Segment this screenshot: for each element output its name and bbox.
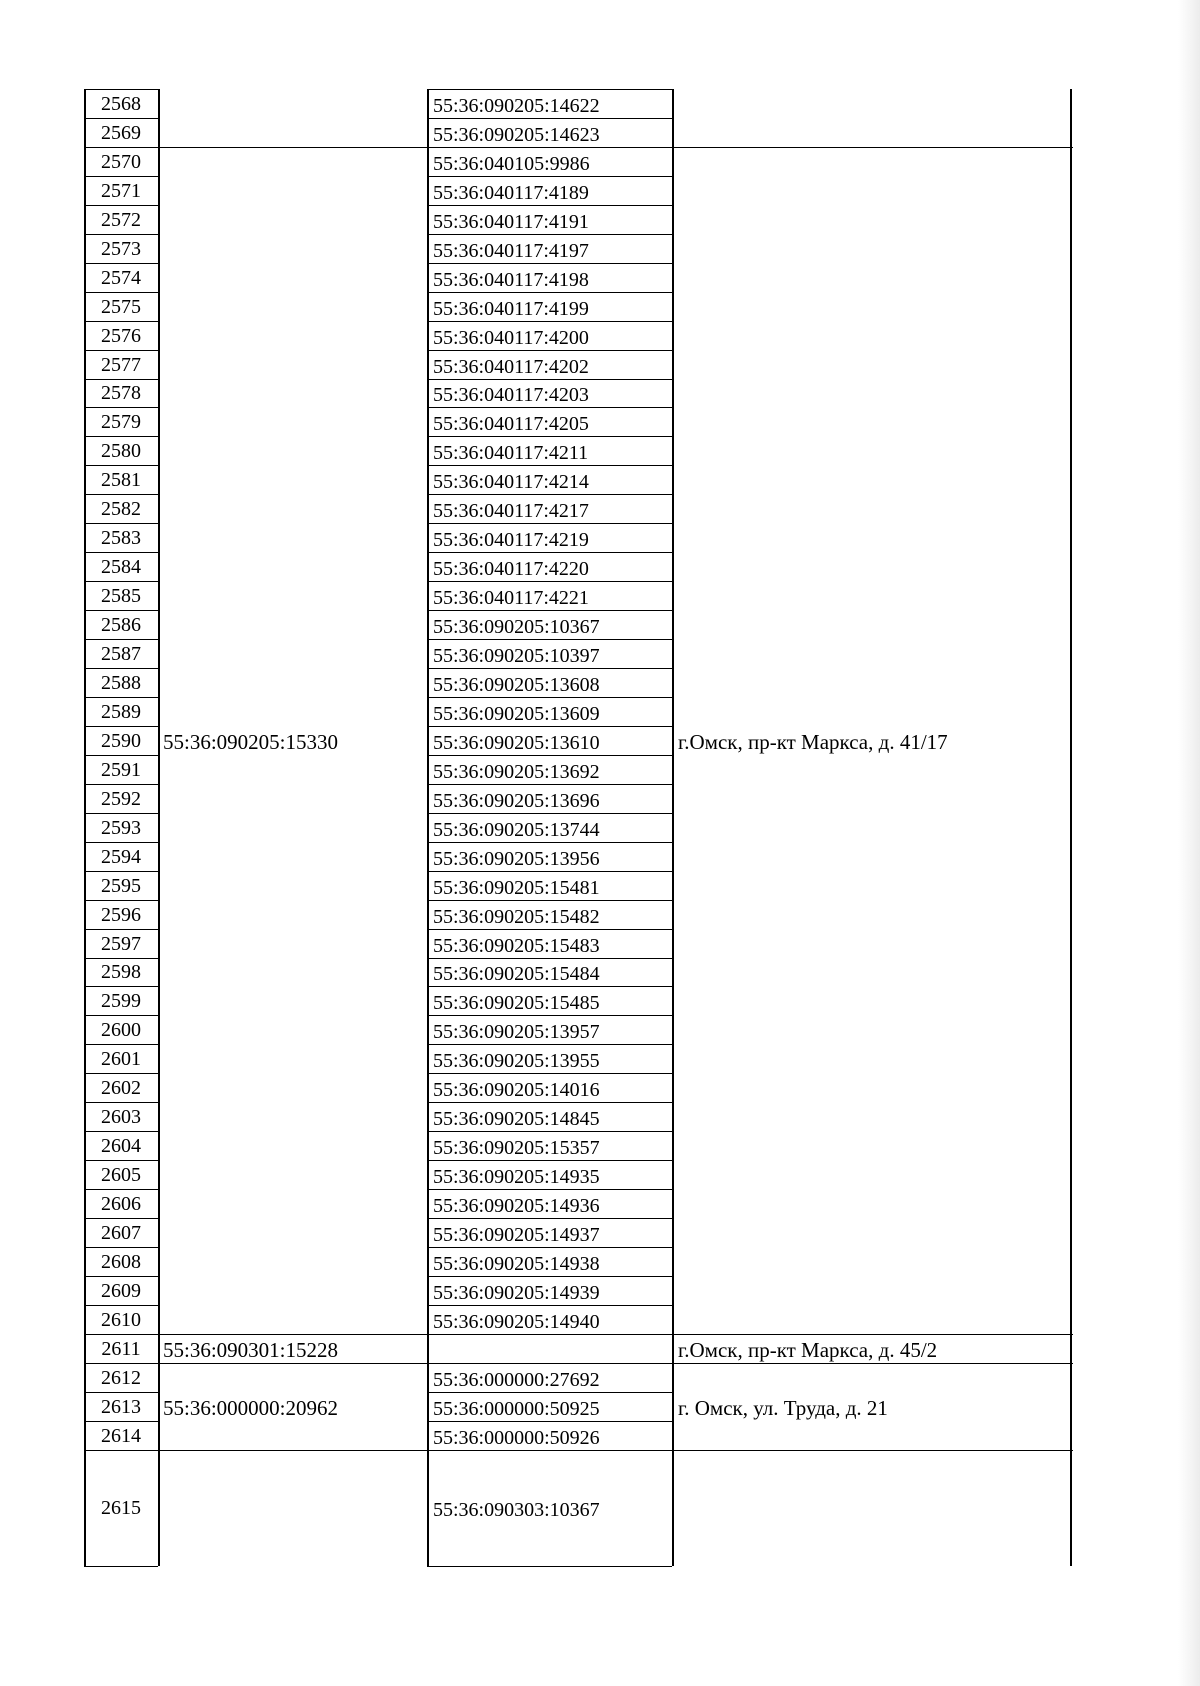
row-number: 2581	[101, 469, 141, 491]
row-number: 2613	[101, 1396, 141, 1418]
cadastral-number: 55:36:090205:13956	[433, 848, 600, 870]
group-separator	[672, 1450, 1073, 1451]
table-border-col3	[672, 89, 674, 1566]
number-row-line	[84, 1247, 158, 1248]
cadastral-row-line	[427, 842, 672, 843]
cadastral-number: 55:36:040117:4191	[433, 211, 589, 233]
building-address: г.Омск, пр-кт Маркса, д. 45/2	[678, 1338, 938, 1362]
cadastral-row-line	[427, 929, 672, 930]
row-number: 2589	[101, 701, 141, 723]
cadastral-row-line	[427, 1566, 672, 1567]
cadastral-row-line	[427, 205, 672, 206]
group-separator	[158, 1334, 427, 1335]
cadastral-number: 55:36:090205:14622	[433, 95, 600, 117]
row-number: 2601	[101, 1048, 141, 1070]
cadastral-number: 55:36:090205:15482	[433, 906, 600, 928]
row-number: 2602	[101, 1077, 141, 1099]
row-number: 2585	[101, 585, 141, 607]
number-row-line	[84, 1566, 158, 1567]
cadastral-row-line	[427, 552, 672, 553]
row-number: 2576	[101, 325, 141, 347]
building-address: г. Омск, ул. Труда, д. 21	[678, 1396, 888, 1420]
number-row-line	[84, 1334, 158, 1335]
cadastral-row-line	[427, 1218, 672, 1219]
cadastral-number: 55:36:090205:15481	[433, 877, 600, 899]
cadastral-row-line	[427, 726, 672, 727]
number-row-line	[84, 494, 158, 495]
number-row-line	[84, 1160, 158, 1161]
row-number: 2596	[101, 904, 141, 926]
row-number: 2584	[101, 556, 141, 578]
cadastral-row-line	[427, 1392, 672, 1393]
number-row-line	[84, 1102, 158, 1103]
cadastral-row-line	[427, 292, 672, 293]
cadastral-row-line	[427, 1044, 672, 1045]
cadastral-row-line	[427, 321, 672, 322]
number-row-line	[84, 523, 158, 524]
number-row-line	[84, 697, 158, 698]
cadastral-row-line	[427, 523, 672, 524]
cadastral-number: 55:36:090205:13957	[433, 1021, 600, 1043]
number-row-line	[84, 379, 158, 380]
cadastral-number: 55:36:090205:15357	[433, 1137, 600, 1159]
number-row-line	[84, 986, 158, 987]
cadastral-number: 55:36:040117:4197	[433, 240, 589, 262]
group-separator	[672, 1363, 1073, 1364]
number-row-line	[84, 89, 158, 90]
cadastral-row-line	[427, 1334, 672, 1335]
cadastral-number: 55:36:090205:10367	[433, 616, 600, 638]
row-number: 2568	[101, 93, 141, 115]
number-row-line	[84, 147, 158, 148]
cadastral-row-line	[427, 813, 672, 814]
row-number: 2607	[101, 1222, 141, 1244]
cadastral-number: 55:36:090205:13955	[433, 1050, 600, 1072]
cadastral-number: 55:36:040117:4219	[433, 529, 589, 551]
cadastral-number: 55:36:090205:13744	[433, 819, 600, 841]
row-number: 2582	[101, 498, 141, 520]
row-number: 2592	[101, 788, 141, 810]
number-row-line	[84, 1015, 158, 1016]
row-number: 2610	[101, 1309, 141, 1331]
cadastral-number: 55:36:090205:14936	[433, 1195, 600, 1217]
number-row-line	[84, 292, 158, 293]
number-row-line	[84, 958, 158, 959]
cadastral-row-line	[427, 1421, 672, 1422]
cadastral-row-line	[427, 1102, 672, 1103]
cadastral-number: 55:36:090205:13608	[433, 674, 600, 696]
row-number: 2574	[101, 267, 141, 289]
group-separator	[158, 147, 427, 148]
cadastral-number: 55:36:040105:9986	[433, 153, 590, 175]
number-row-line	[84, 1218, 158, 1219]
row-number: 2578	[101, 382, 141, 404]
number-row-line	[84, 871, 158, 872]
cadastral-row-line	[427, 89, 672, 90]
cadastral-number: 55:36:090205:14623	[433, 124, 600, 146]
row-number: 2598	[101, 961, 141, 983]
cadastral-row-line	[427, 1160, 672, 1161]
cadastral-row-line	[427, 379, 672, 380]
cadastral-row-line	[427, 350, 672, 351]
building-cadastral-number: 55:36:090301:15228	[163, 1338, 339, 1362]
row-number: 2604	[101, 1135, 141, 1157]
cadastral-row-line	[427, 176, 672, 177]
row-number: 2612	[101, 1367, 141, 1389]
cadastral-row-line	[427, 147, 672, 148]
table-border-right	[1070, 89, 1072, 1566]
cadastral-number: 55:36:090205:14016	[433, 1079, 600, 1101]
cadastral-number: 55:36:040117:4211	[433, 442, 589, 464]
cadastral-number: 55:36:040117:4217	[433, 500, 589, 522]
number-row-line	[84, 205, 158, 206]
cadastral-number: 55:36:090303:10367	[433, 1499, 600, 1521]
cadastral-number: 55:36:090205:14935	[433, 1166, 600, 1188]
cadastral-number: 55:36:040117:4200	[433, 327, 589, 349]
cadastral-row-line	[427, 465, 672, 466]
row-number: 2606	[101, 1193, 141, 1215]
cadastral-row-line	[427, 697, 672, 698]
row-number: 2614	[101, 1425, 141, 1447]
row-number: 2603	[101, 1106, 141, 1128]
row-number: 2608	[101, 1251, 141, 1273]
cadastral-row-line	[427, 755, 672, 756]
row-number: 2595	[101, 875, 141, 897]
number-row-line	[84, 263, 158, 264]
row-number: 2599	[101, 990, 141, 1012]
group-separator	[672, 147, 1073, 148]
cadastral-number: 55:36:040117:4220	[433, 558, 589, 580]
row-number: 2611	[101, 1338, 141, 1360]
cadastral-number: 55:36:090205:13609	[433, 703, 600, 725]
number-row-line	[84, 1450, 158, 1451]
cadastral-number: 55:36:090205:14939	[433, 1282, 600, 1304]
cadastral-number: 55:36:090205:14938	[433, 1253, 600, 1275]
cadastral-row-line	[427, 494, 672, 495]
number-row-line	[84, 176, 158, 177]
number-row-line	[84, 900, 158, 901]
row-number: 2590	[101, 730, 141, 752]
row-number: 2593	[101, 817, 141, 839]
cadastral-row-line	[427, 668, 672, 669]
row-number: 2569	[101, 122, 141, 144]
cadastral-row-line	[427, 986, 672, 987]
number-row-line	[84, 610, 158, 611]
number-row-line	[84, 1189, 158, 1190]
cadastral-row-line	[427, 1276, 672, 1277]
building-cadastral-number: 55:36:090205:15330	[163, 730, 339, 754]
table-border-col2	[427, 89, 429, 1566]
cadastral-row-line	[427, 900, 672, 901]
cadastral-number: 55:36:040117:4205	[433, 413, 589, 435]
number-row-line	[84, 581, 158, 582]
cadastral-number: 55:36:090205:14937	[433, 1224, 600, 1246]
cadastral-row-line	[427, 118, 672, 119]
cadastral-row-line	[427, 610, 672, 611]
cadastral-row-line	[427, 234, 672, 235]
number-row-line	[84, 1392, 158, 1393]
number-row-line	[84, 929, 158, 930]
group-separator	[158, 1450, 427, 1451]
table-border-col1	[158, 89, 160, 1566]
number-row-line	[84, 1131, 158, 1132]
number-row-line	[84, 1421, 158, 1422]
cadastral-number: 55:36:000000:50926	[433, 1427, 600, 1449]
number-row-line	[84, 407, 158, 408]
scan-edge	[1178, 0, 1200, 1686]
number-row-line	[84, 321, 158, 322]
cadastral-number: 55:36:040117:4198	[433, 269, 589, 291]
cadastral-number: 55:36:000000:50925	[433, 1398, 600, 1420]
cadastral-row-line	[427, 1363, 672, 1364]
cadastral-number: 55:36:040117:4221	[433, 587, 589, 609]
cadastral-row-line	[427, 1015, 672, 1016]
cadastral-row-line	[427, 1247, 672, 1248]
row-number: 2570	[101, 151, 141, 173]
row-number: 2573	[101, 238, 141, 260]
row-number: 2600	[101, 1019, 141, 1041]
number-row-line	[84, 639, 158, 640]
building-address: г.Омск, пр-кт Маркса, д. 41/17	[678, 730, 948, 754]
cadastral-row-line	[427, 1305, 672, 1306]
number-row-line	[84, 118, 158, 119]
group-separator	[672, 1334, 1073, 1335]
cadastral-row-line	[427, 263, 672, 264]
cadastral-row-line	[427, 784, 672, 785]
row-number: 2587	[101, 643, 141, 665]
number-row-line	[84, 784, 158, 785]
building-cadastral-number: 55:36:000000:20962	[163, 1396, 339, 1420]
row-number: 2597	[101, 933, 141, 955]
cadastral-number: 55:36:040117:4214	[433, 471, 589, 493]
cadastral-row-line	[427, 1073, 672, 1074]
number-row-line	[84, 813, 158, 814]
cadastral-number: 55:36:040117:4199	[433, 298, 589, 320]
cadastral-row-line	[427, 639, 672, 640]
row-number: 2588	[101, 672, 141, 694]
cadastral-number: 55:36:090205:13692	[433, 761, 600, 783]
cadastral-row-line	[427, 958, 672, 959]
cadastral-number: 55:36:090205:10397	[433, 645, 600, 667]
cadastral-number: 55:36:000000:27692	[433, 1369, 600, 1391]
row-number: 2586	[101, 614, 141, 636]
cadastral-row-line	[427, 1189, 672, 1190]
number-row-line	[84, 1044, 158, 1045]
row-number: 2580	[101, 440, 141, 462]
row-number: 2615	[101, 1497, 141, 1519]
cadastral-number: 55:36:040117:4202	[433, 356, 589, 378]
cadastral-number: 55:36:040117:4189	[433, 182, 589, 204]
cadastral-number: 55:36:090205:14845	[433, 1108, 600, 1130]
cadastral-row-line	[427, 436, 672, 437]
cadastral-row-line	[427, 871, 672, 872]
row-number: 2591	[101, 759, 141, 781]
number-row-line	[84, 234, 158, 235]
cadastral-row-line	[427, 407, 672, 408]
cadastral-row-line	[427, 1450, 672, 1451]
cadastral-row-line	[427, 581, 672, 582]
group-separator	[158, 1363, 427, 1364]
cadastral-number: 55:36:090205:15483	[433, 935, 600, 957]
number-row-line	[84, 350, 158, 351]
number-row-line	[84, 1305, 158, 1306]
number-row-line	[84, 1363, 158, 1364]
number-row-line	[84, 668, 158, 669]
number-row-line	[84, 552, 158, 553]
cadastral-number: 55:36:090205:13610	[433, 732, 600, 754]
cadastral-number: 55:36:090205:14940	[433, 1311, 600, 1333]
row-number: 2594	[101, 846, 141, 868]
row-number: 2572	[101, 209, 141, 231]
row-number: 2605	[101, 1164, 141, 1186]
row-number: 2577	[101, 354, 141, 376]
number-row-line	[84, 755, 158, 756]
cadastral-number: 55:36:040117:4203	[433, 384, 589, 406]
row-number: 2571	[101, 180, 141, 202]
row-number: 2609	[101, 1280, 141, 1302]
number-row-line	[84, 842, 158, 843]
row-number: 2575	[101, 296, 141, 318]
number-row-line	[84, 1276, 158, 1277]
row-number: 2583	[101, 527, 141, 549]
cadastral-row-line	[427, 1131, 672, 1132]
number-row-line	[84, 1073, 158, 1074]
row-number: 2579	[101, 411, 141, 433]
cadastral-number: 55:36:090205:15484	[433, 963, 600, 985]
cadastral-number: 55:36:090205:15485	[433, 992, 600, 1014]
cadastral-number: 55:36:090205:13696	[433, 790, 600, 812]
number-row-line	[84, 465, 158, 466]
number-row-line	[84, 726, 158, 727]
number-row-line	[84, 436, 158, 437]
